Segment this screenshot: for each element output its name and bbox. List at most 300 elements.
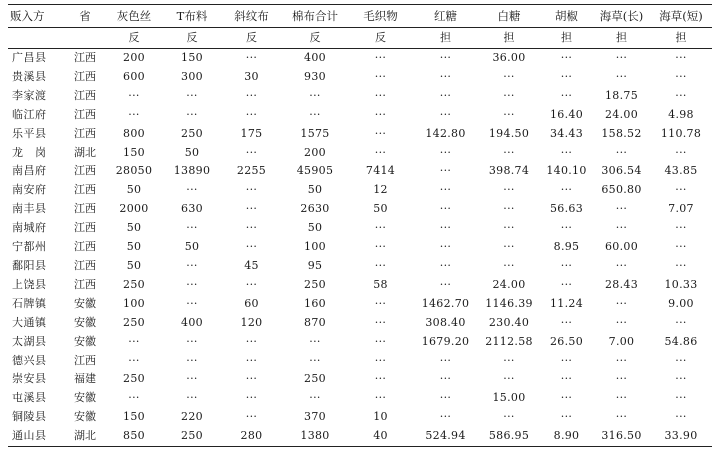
value-cell: 524.94 xyxy=(413,427,478,446)
value-cell: 34.43 xyxy=(550,126,583,140)
value-cell: 280 xyxy=(221,427,282,446)
value-cell: 930 xyxy=(304,69,326,83)
value-cell: 56.63 xyxy=(550,202,583,216)
province-cell: 安徽 xyxy=(74,315,96,329)
value-cell: 8.95 xyxy=(553,240,580,254)
value-cell: ··· xyxy=(675,145,687,159)
value-cell: ··· xyxy=(439,145,452,159)
table-body xyxy=(8,49,712,447)
value-cell: ··· xyxy=(245,391,258,405)
place-cell: 铜陵县 xyxy=(12,410,47,424)
value-cell: ··· xyxy=(374,391,387,405)
value-cell: 7.07 xyxy=(668,202,694,216)
value-cell: ··· xyxy=(374,296,387,310)
value-cell: ··· xyxy=(439,353,452,367)
value-cell: 220 xyxy=(181,410,203,424)
value-cell: ··· xyxy=(374,315,387,329)
value-cell: ··· xyxy=(675,221,687,235)
place-cell: 太湖县 xyxy=(12,334,47,348)
value-cell: ··· xyxy=(675,51,687,64)
value-cell: 9.00 xyxy=(668,296,694,310)
value-cell: ··· xyxy=(615,51,628,64)
value-cell: ··· xyxy=(374,145,387,159)
province-cell: 江西 xyxy=(74,69,96,83)
place-cell: 德兴县 xyxy=(12,353,47,367)
value-cell: 250 xyxy=(123,372,145,386)
table-row xyxy=(8,408,712,427)
table-row xyxy=(8,49,712,68)
place-cell: 贵溪县 xyxy=(12,69,47,83)
value-cell: ··· xyxy=(560,69,573,83)
unit-cell: 担 xyxy=(478,28,540,49)
province-cell: 江西 xyxy=(74,164,96,178)
place-cell: 南昌府 xyxy=(12,164,47,178)
value-cell: 10 xyxy=(373,410,388,424)
value-cell: ··· xyxy=(615,353,628,367)
value-cell: ··· xyxy=(128,107,140,121)
value-cell: 50 xyxy=(184,240,200,254)
value-cell: 600 xyxy=(123,69,145,83)
value-cell: 370 xyxy=(304,410,326,424)
value-cell: 11.24 xyxy=(550,296,583,310)
value-cell: 4.98 xyxy=(668,107,694,121)
value-cell: ··· xyxy=(675,69,687,83)
value-cell: 1679.20 xyxy=(421,334,470,348)
value-cell: ··· xyxy=(615,296,628,310)
value-cell: ··· xyxy=(128,334,140,348)
value-cell: ··· xyxy=(439,69,452,83)
value-cell: ··· xyxy=(245,88,258,102)
value-cell: 16.40 xyxy=(550,107,583,121)
table-row xyxy=(8,219,712,238)
value-cell: ··· xyxy=(439,258,452,272)
value-cell: 158.52 xyxy=(601,126,642,140)
value-cell: ··· xyxy=(675,353,687,367)
place-cell: 屯溪县 xyxy=(12,391,47,405)
unit-cell: 反 xyxy=(105,28,163,49)
unit-cell: 反 xyxy=(221,28,282,49)
value-cell: ··· xyxy=(439,240,452,254)
value-cell: 175 xyxy=(240,126,263,140)
value-cell: ··· xyxy=(503,372,515,386)
value-cell: ··· xyxy=(186,221,198,235)
value-cell: ··· xyxy=(186,277,198,291)
value-cell: ··· xyxy=(374,126,387,140)
value-cell: 586.95 xyxy=(478,427,540,446)
value-cell: ··· xyxy=(503,353,515,367)
value-cell: ··· xyxy=(245,107,258,121)
value-cell: 33.90 xyxy=(650,427,712,446)
value-cell: ··· xyxy=(439,221,452,235)
value-cell: 60 xyxy=(244,296,259,310)
table-row xyxy=(8,238,712,257)
value-cell: 43.85 xyxy=(664,164,698,178)
value-cell: ··· xyxy=(309,107,321,121)
place-cell: 上饶县 xyxy=(12,277,47,291)
col-header-woollens: 毛织物 xyxy=(348,5,413,28)
place-cell: 南丰县 xyxy=(12,202,47,216)
province-cell: 江西 xyxy=(74,277,96,291)
place-cell: 崇安县 xyxy=(12,372,47,386)
value-cell: ··· xyxy=(186,88,198,102)
value-cell: ··· xyxy=(186,296,198,310)
value-cell: ··· xyxy=(615,258,628,272)
value-cell: ··· xyxy=(560,410,573,424)
value-cell: 45905 xyxy=(296,164,334,178)
value-cell: ··· xyxy=(245,277,258,291)
col-header-seaweed-short: 海草(短) xyxy=(650,5,712,28)
value-cell: ··· xyxy=(186,372,198,386)
value-cell: ··· xyxy=(439,202,452,216)
value-cell: 12 xyxy=(373,183,388,197)
value-cell: ··· xyxy=(245,353,258,367)
value-cell: 650.80 xyxy=(601,183,642,197)
value-cell: 250 xyxy=(123,277,145,291)
value-cell: 50 xyxy=(126,183,142,197)
value-cell: 200 xyxy=(304,145,326,159)
value-cell: 316.50 xyxy=(593,427,650,446)
value-cell: 28050 xyxy=(115,164,153,178)
table-row xyxy=(8,427,712,446)
value-cell: ··· xyxy=(675,372,687,386)
value-cell: 630 xyxy=(181,202,203,216)
value-cell: ··· xyxy=(439,164,452,178)
value-cell: ··· xyxy=(374,88,387,102)
col-header-grey-silk: 灰色丝 xyxy=(105,5,163,28)
value-cell: ··· xyxy=(374,258,387,272)
value-cell: 2630 xyxy=(300,202,330,216)
value-cell: 110.78 xyxy=(660,126,702,140)
value-cell: ··· xyxy=(675,391,687,405)
value-cell: 250 xyxy=(304,277,326,291)
value-cell: ··· xyxy=(675,183,687,197)
value-cell: ··· xyxy=(309,334,321,348)
value-cell: ··· xyxy=(128,88,140,102)
value-cell: 50 xyxy=(126,258,142,272)
value-cell: ··· xyxy=(560,258,573,272)
value-cell: ··· xyxy=(374,372,387,386)
place-cell: 南城府 xyxy=(12,221,47,235)
value-cell: ··· xyxy=(374,221,387,235)
value-cell: ··· xyxy=(675,315,687,329)
value-cell: ··· xyxy=(374,51,387,64)
value-cell: ··· xyxy=(675,240,687,254)
value-cell: 230.40 xyxy=(488,315,530,329)
province-cell: 江西 xyxy=(74,221,96,235)
place-cell: 南安府 xyxy=(12,183,47,197)
header-row xyxy=(8,5,712,28)
value-cell: 2000 xyxy=(119,202,149,216)
province-cell: 江西 xyxy=(74,183,96,197)
value-cell: 7414 xyxy=(365,164,396,178)
place-cell: 广昌县 xyxy=(12,51,47,64)
value-cell: ··· xyxy=(374,334,387,348)
col-header-cotton-total: 棉布合计 xyxy=(282,5,348,28)
value-cell: ··· xyxy=(560,277,573,291)
value-cell: 150 xyxy=(123,410,145,424)
value-cell: ··· xyxy=(615,221,628,235)
value-cell: ··· xyxy=(560,88,573,102)
value-cell: ··· xyxy=(374,69,387,83)
value-cell: ··· xyxy=(186,391,198,405)
value-cell: ··· xyxy=(245,372,258,386)
province-cell: 江西 xyxy=(74,240,96,254)
unit-cell: 担 xyxy=(413,28,478,49)
value-cell: 50 xyxy=(373,202,388,216)
value-cell: 100 xyxy=(304,240,326,254)
table-row xyxy=(8,87,712,106)
value-cell: ··· xyxy=(245,410,258,424)
value-cell: ··· xyxy=(128,391,140,405)
value-cell: ··· xyxy=(503,183,515,197)
value-cell: ··· xyxy=(309,353,321,367)
province-cell: 湖北 xyxy=(65,427,105,446)
col-header-province: 省 xyxy=(65,5,105,28)
table-row xyxy=(8,370,712,389)
value-cell: ··· xyxy=(503,107,515,121)
value-cell: ··· xyxy=(439,51,452,64)
place-cell: 通山县 xyxy=(8,427,65,446)
value-cell: 2112.58 xyxy=(485,334,533,348)
value-cell: 250 xyxy=(304,372,326,386)
value-cell: 50 xyxy=(307,221,323,235)
value-cell: ··· xyxy=(615,391,628,405)
value-cell: ··· xyxy=(186,183,198,197)
value-cell: 1575 xyxy=(300,126,330,140)
table-row xyxy=(8,257,712,276)
place-cell: 李家渡 xyxy=(12,88,47,102)
value-cell: 250 xyxy=(181,126,203,140)
value-cell: 45 xyxy=(244,258,259,272)
value-cell: 10.33 xyxy=(664,277,698,291)
value-cell: 306.54 xyxy=(601,164,642,178)
value-cell: ··· xyxy=(675,258,687,272)
value-cell: ··· xyxy=(503,88,515,102)
col-header-buyer: 贩入方 xyxy=(8,5,65,28)
value-cell: 13890 xyxy=(173,164,211,178)
province-cell: 福建 xyxy=(74,372,96,386)
table-row xyxy=(8,162,712,181)
unit-cell: 担 xyxy=(593,28,650,49)
value-cell: ··· xyxy=(439,391,452,405)
province-cell: 安徽 xyxy=(74,296,96,310)
value-cell: ··· xyxy=(186,258,198,272)
province-cell: 江西 xyxy=(74,51,96,64)
value-cell: 250 xyxy=(123,315,145,329)
province-cell: 江西 xyxy=(74,202,96,216)
value-cell: 400 xyxy=(304,51,326,64)
value-cell: 28.43 xyxy=(605,277,638,291)
value-cell: 1146.39 xyxy=(485,296,533,310)
col-header-pepper: 胡椒 xyxy=(540,5,593,28)
value-cell: ··· xyxy=(560,183,573,197)
value-cell: 150 xyxy=(123,145,145,159)
value-cell: 54.86 xyxy=(664,334,698,348)
col-header-white-sugar: 白糖 xyxy=(478,5,540,28)
place-cell: 鄱阳县 xyxy=(12,258,47,272)
province-cell: 江西 xyxy=(74,353,96,367)
province-cell: 江西 xyxy=(74,107,96,121)
table-row xyxy=(8,352,712,371)
value-cell: 870 xyxy=(304,315,326,329)
province-cell: 湖北 xyxy=(74,145,96,159)
value-cell: 50 xyxy=(126,240,142,254)
value-cell: 100 xyxy=(123,296,145,310)
value-cell: 200 xyxy=(123,51,145,64)
col-header-twill: 斜纹布 xyxy=(221,5,282,28)
value-cell: ··· xyxy=(439,183,452,197)
value-cell: ··· xyxy=(439,107,452,121)
value-cell: ··· xyxy=(503,145,515,159)
value-cell: 7.00 xyxy=(608,334,635,348)
value-cell: 15.00 xyxy=(492,391,526,405)
value-cell: 50 xyxy=(184,145,200,159)
unit-cell: 反 xyxy=(282,28,348,49)
value-cell: 850 xyxy=(105,427,163,446)
value-cell: ··· xyxy=(615,410,628,424)
place-cell: 宁都州 xyxy=(12,240,47,254)
unit-row xyxy=(8,28,712,49)
province-cell: 安徽 xyxy=(74,391,96,405)
value-cell: ··· xyxy=(245,145,258,159)
value-cell: ··· xyxy=(560,51,573,64)
province-cell: 江西 xyxy=(74,88,96,102)
value-cell: 1462.70 xyxy=(421,296,470,310)
table-row xyxy=(8,125,712,144)
value-cell: ··· xyxy=(615,145,628,159)
value-cell: ··· xyxy=(560,353,573,367)
value-cell: ··· xyxy=(503,240,515,254)
trade-table xyxy=(8,4,712,447)
unit-cell: 反 xyxy=(348,28,413,49)
value-cell: ··· xyxy=(374,107,387,121)
value-cell: ··· xyxy=(439,277,452,291)
place-cell: 龙 岗 xyxy=(12,145,47,159)
table-row xyxy=(8,314,712,333)
province-cell: 安徽 xyxy=(74,334,96,348)
value-cell: ··· xyxy=(560,221,573,235)
value-cell: ··· xyxy=(503,221,515,235)
value-cell: ··· xyxy=(560,391,573,405)
place-cell: 石牌镇 xyxy=(12,296,47,310)
place-cell: 大通镇 xyxy=(12,315,47,329)
value-cell: 60.00 xyxy=(605,240,638,254)
value-cell: ··· xyxy=(128,353,140,367)
value-cell: ··· xyxy=(503,410,515,424)
table-row xyxy=(8,200,712,219)
value-cell: ··· xyxy=(503,202,515,216)
table-row xyxy=(8,295,712,314)
value-cell: 150 xyxy=(181,51,203,64)
unit-cell: 反 xyxy=(163,28,221,49)
value-cell: 36.00 xyxy=(492,51,526,64)
value-cell: ··· xyxy=(615,372,628,386)
value-cell: 120 xyxy=(240,315,263,329)
value-cell: ··· xyxy=(374,240,387,254)
value-cell: ··· xyxy=(245,334,258,348)
value-cell: 2255 xyxy=(236,164,267,178)
value-cell: 50 xyxy=(126,221,142,235)
value-cell: ··· xyxy=(186,107,198,121)
value-cell: ··· xyxy=(245,202,258,216)
table-row xyxy=(8,106,712,125)
value-cell: 400 xyxy=(181,315,203,329)
unit-cell xyxy=(65,28,105,49)
value-cell: 160 xyxy=(304,296,326,310)
value-cell: 300 xyxy=(181,69,203,83)
col-header-t-cloth: T布料 xyxy=(163,5,221,28)
col-header-seaweed-long: 海草(长) xyxy=(593,5,650,28)
value-cell: ··· xyxy=(560,145,573,159)
value-cell: 194.50 xyxy=(488,126,530,140)
value-cell: 398.74 xyxy=(488,164,530,178)
value-cell: 58 xyxy=(373,277,388,291)
value-cell: 250 xyxy=(163,427,221,446)
value-cell: ··· xyxy=(309,88,321,102)
value-cell: 50 xyxy=(307,183,323,197)
unit-cell xyxy=(8,28,65,49)
value-cell: ··· xyxy=(245,221,258,235)
value-cell: 30 xyxy=(244,69,259,83)
value-cell: 24.00 xyxy=(605,107,638,121)
value-cell: ··· xyxy=(675,410,687,424)
place-cell: 乐平县 xyxy=(12,126,47,140)
value-cell: ··· xyxy=(186,334,198,348)
value-cell: 142.80 xyxy=(425,126,466,140)
unit-cell: 担 xyxy=(650,28,712,49)
value-cell: ··· xyxy=(615,202,628,216)
value-cell: ··· xyxy=(615,69,628,83)
value-cell: ··· xyxy=(439,372,452,386)
unit-cell: 担 xyxy=(540,28,593,49)
value-cell: 95 xyxy=(307,258,323,272)
value-cell: ··· xyxy=(675,88,687,102)
col-header-brown-sugar: 红糖 xyxy=(413,5,478,28)
table-row xyxy=(8,389,712,408)
province-cell: 江西 xyxy=(74,126,96,140)
value-cell: ··· xyxy=(374,353,387,367)
value-cell: ··· xyxy=(245,183,258,197)
value-cell: ··· xyxy=(245,240,258,254)
value-cell: ··· xyxy=(245,51,258,64)
table-row xyxy=(8,144,712,163)
province-cell: 安徽 xyxy=(74,410,96,424)
value-cell: ··· xyxy=(439,88,452,102)
value-cell: ··· xyxy=(503,258,515,272)
table-row xyxy=(8,68,712,87)
value-cell: 26.50 xyxy=(550,334,583,348)
value-cell: 8.90 xyxy=(540,427,593,446)
province-cell: 江西 xyxy=(74,258,96,272)
place-cell: 临江府 xyxy=(12,107,47,121)
value-cell: ··· xyxy=(186,353,198,367)
value-cell: 1380 xyxy=(282,427,348,446)
value-cell: 18.75 xyxy=(605,88,638,102)
value-cell: 24.00 xyxy=(492,277,526,291)
value-cell: ··· xyxy=(560,372,573,386)
table-row xyxy=(8,276,712,295)
value-cell: ··· xyxy=(560,315,573,329)
value-cell: ··· xyxy=(309,391,321,405)
table-row xyxy=(8,181,712,200)
table-row xyxy=(8,333,712,352)
value-cell: ··· xyxy=(503,69,515,83)
value-cell: 308.40 xyxy=(425,315,466,329)
value-cell: 800 xyxy=(123,126,145,140)
value-cell: ··· xyxy=(615,315,628,329)
value-cell: ··· xyxy=(439,410,452,424)
value-cell: 140.10 xyxy=(546,164,587,178)
